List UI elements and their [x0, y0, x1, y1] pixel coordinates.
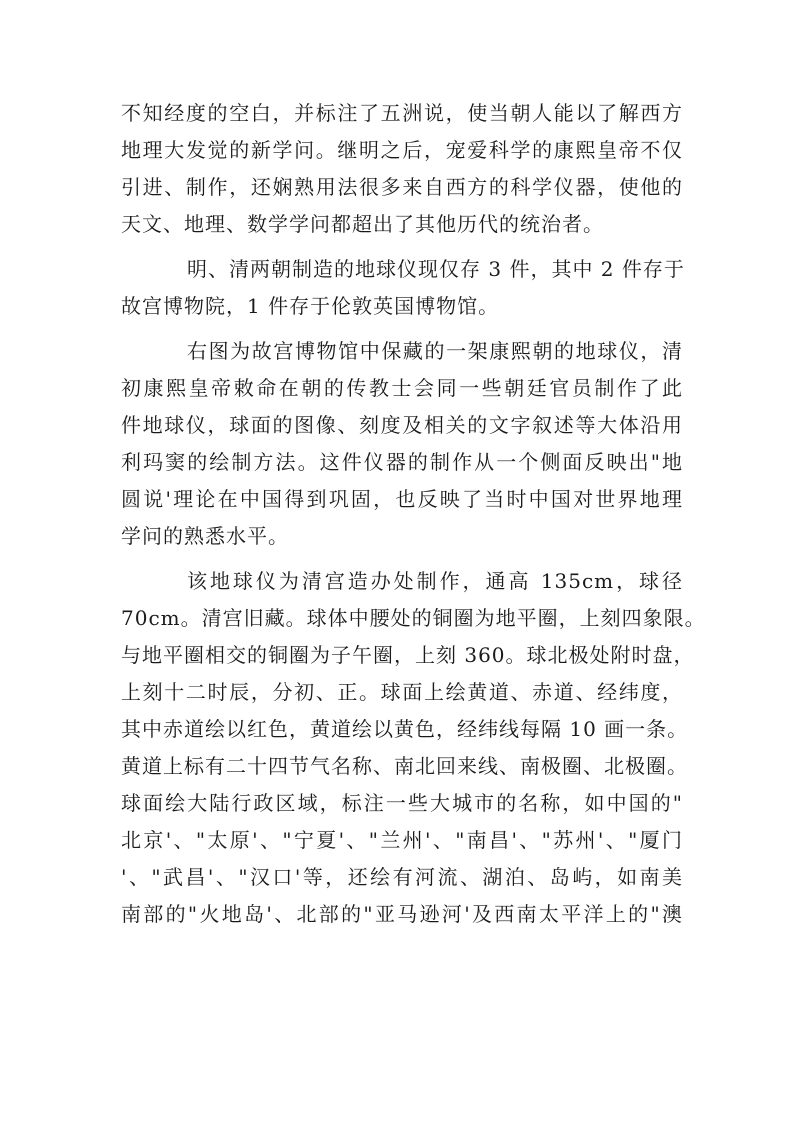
- paragraph: [121, 251, 683, 325]
- text-line: 引进、制作，还娴熟用法很多来自西方的科学仪器，使他的: [121, 175, 683, 199]
- text-line: 天文、地理、数学学问都超出了其他历代的统治者。: [121, 212, 604, 236]
- text-line: 70cm。清宫旧藏。球体中腰处的铜圈为地平圈，上刻四象限。: [121, 606, 706, 630]
- paragraph: [121, 563, 706, 933]
- text-line: 南部的"火地岛'、北部的"亚马逊河'及西南太平洋上的"澳: [121, 902, 683, 926]
- text-line: 右图为故宫博物馆中保藏的一架康熙朝的地球仪，清: [187, 339, 683, 363]
- text-line: 地理大发觉的新学问。继明之后，宠爱科学的康熙皇帝不仅: [121, 138, 683, 162]
- text-line: '、"武昌'、"汉口'等，还绘有河流、湖泊、岛屿，如南美: [121, 865, 683, 889]
- paragraph-spacing: [121, 555, 683, 563]
- text-line: 件地球仪，球面的图像、刻度及相关的文字叙述等大体沿用: [121, 413, 683, 437]
- text-line: 球面绘大陆行政区域，标注一些大城市的名称，如中国的": [121, 791, 683, 815]
- text-line: 黄道上标有二十四节气名称、南北回来线、南极圈、北极圈。: [121, 754, 688, 778]
- text-line: 不知经度的空白，并标注了五洲说，使当朝人能以了解西方: [121, 101, 683, 125]
- paragraph-spacing: [121, 325, 683, 333]
- paragraph: [121, 333, 683, 555]
- text-line: 明、清两朝制造的地球仪现仅存 3 件，其中 2 件存于: [187, 257, 685, 281]
- text-line: 与地平圈相交的铜圈为子午圈，上刻 360。球北极处附时盘，: [121, 643, 695, 667]
- body-text: [121, 95, 706, 933]
- paragraph-spacing: [121, 243, 683, 251]
- text-line: 上刻十二时辰，分初、正。球面上绘黄道、赤道、经纬度，: [121, 680, 683, 704]
- text-line: 圆说'理论在中国得到巩固，也反映了当时中国对世界地理: [121, 487, 683, 511]
- text-line: 北京'、"太原'、"宁夏'、"兰州'、"南昌'、"苏州'、"厦门: [121, 828, 683, 852]
- text-line: 该地球仪为清宫造办处制作，通高 135cm，球径: [187, 569, 683, 593]
- paragraph: [121, 95, 683, 243]
- text-line: 故宫博物院，1 件存于伦敦英国博物馆。: [121, 294, 500, 318]
- text-line: 其中赤道绘以红色，黄道绘以黄色，经纬线每隔 10 画一条。: [121, 717, 689, 741]
- text-line: 初康熙皇帝敕命在朝的传教士会同一些朝廷官员制作了此: [121, 376, 683, 400]
- text-line: 学问的熟悉水平。: [121, 524, 289, 548]
- text-line: 利玛窦的绘制方法。这件仪器的制作从一个侧面反映出"地: [121, 450, 683, 474]
